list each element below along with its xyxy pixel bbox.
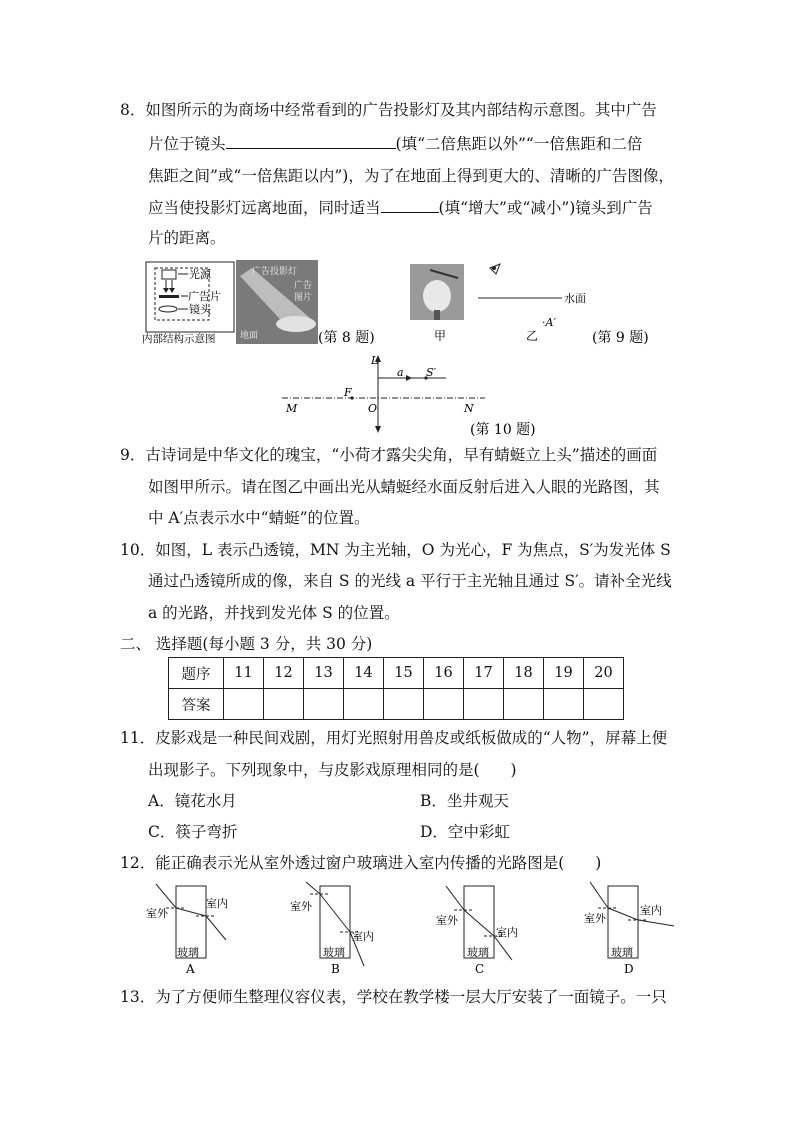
q11-option-b[interactable]: B．坐井观天 — [420, 792, 509, 810]
fig8-caption: (第 8 题) — [318, 330, 375, 346]
table-num-cell: 20 — [584, 658, 624, 689]
q12-b-inside: 室内 — [352, 930, 374, 943]
fig9-point-a: ·A′ — [542, 316, 556, 329]
q12-b-label: B — [331, 962, 340, 976]
q9-line-3: 中 A′点表示水中“蜻蜓”的位置。 — [148, 509, 370, 527]
q8-line-4a: 应当使投影灯远离地面，同时适当 — [148, 199, 381, 217]
answer-cell[interactable] — [264, 689, 304, 720]
q8-line-2a: 片位于镜头 — [148, 135, 226, 153]
q8-line-5: 片的距离。 — [148, 229, 226, 247]
q10-line-2: 通过凸透镜所成的像，来自 S 的光线 a 平行于主光轴且通过 S′。请补全光线 — [148, 572, 672, 590]
section-2-heading: 二、 选择题(每小题 3 分，共 30 分) — [120, 635, 373, 653]
answer-table — [168, 657, 624, 720]
answer-cell[interactable] — [584, 689, 624, 720]
fig8-structure-diagram — [142, 262, 234, 345]
fig9-yi-label: 乙 — [526, 329, 539, 343]
q12-a-outside: 室外 — [146, 907, 168, 920]
fig10-label-S: S′ — [426, 366, 437, 379]
fig9-water-label: 水面 — [564, 292, 586, 305]
q12-d-label: D — [624, 962, 634, 976]
q12-option-d-diagram[interactable] — [584, 882, 674, 976]
q8-answer-blank-1[interactable] — [226, 133, 396, 149]
fig9-jia-photo — [410, 264, 464, 343]
q12-b-glass: 玻璃 — [323, 946, 345, 959]
q11-line-2: 出现影子。下列现象中，与皮影戏原理相同的是( ) — [148, 761, 517, 779]
q9-line-1: 9．古诗词是中华文化的瑰宝，“小荷才露尖尖角，早有蜻蜓立上头”描述的画面 — [120, 446, 658, 464]
fig8-lens-label: 镜头 — [189, 303, 211, 316]
q10-line-3: a 的光路，并找到发光体 S 的位置。 — [148, 604, 400, 622]
q11-option-c[interactable]: C．筷子弯折 — [148, 823, 238, 841]
q12-b-outside: 室外 — [290, 900, 312, 913]
table-num-cell: 19 — [544, 658, 584, 689]
q12-option-c-diagram[interactable] — [436, 886, 518, 976]
fig10-label-O: O — [368, 402, 378, 415]
q12-c-glass: 玻璃 — [467, 946, 489, 959]
q12-c-outside: 室外 — [436, 914, 458, 927]
table-row-numbers — [169, 658, 624, 689]
fig10-label-F: F — [344, 386, 352, 399]
table-num-cell: 15 — [384, 658, 424, 689]
fig9-yi-diagram — [478, 264, 586, 343]
fig8-light-label: 光源 — [189, 268, 211, 281]
q13-line-1: 13．为了方便师生整理仪容仪表，学校在教学楼一层大厅安装了一面镜子。一只 — [120, 988, 667, 1006]
q11-option-a[interactable]: A．镜花水月 — [148, 792, 237, 810]
fig10-label-N: N — [464, 402, 474, 415]
q8-line-4 — [148, 197, 653, 218]
answer-cell[interactable] — [424, 689, 464, 720]
q12-d-glass: 玻璃 — [611, 946, 633, 959]
fig8-inner-caption: 内部结构示意图 — [142, 333, 216, 345]
q8-line-3: 焦距之间”或“一倍焦距以内”)，为了在地面上得到更大的、清晰的广告图像， — [148, 167, 674, 185]
table-num-cell: 12 — [264, 658, 304, 689]
figure-8-9 — [140, 258, 660, 348]
fig8-photo-image: 图片 — [294, 293, 313, 303]
q12-line-1: 12．能正确表示光从室外透过窗户玻璃进入室内传播的光路图是( ) — [120, 854, 602, 872]
q12-c-label: C — [475, 962, 485, 976]
fig8-photo-ad: 广告 — [294, 281, 313, 291]
table-num-cell: 14 — [344, 658, 384, 689]
table-num-cell: 13 — [304, 658, 344, 689]
fig10-label-a: a — [397, 366, 404, 379]
fig9-caption: (第 9 题) — [592, 330, 649, 346]
q10-line-1: 10．如图，L 表示凸透镜，MN 为主光轴，O 为光心，F 为焦点，S′为发光体 S — [120, 541, 671, 559]
q11-line-1: 11．皮影戏是一种民间戏剧，用灯光照射用兽皮或纸板做成的“人物”，屏幕上便 — [120, 729, 668, 747]
fig10-caption: (第 10 题) — [470, 422, 536, 438]
q8-line-2 — [148, 133, 642, 154]
answer-cell[interactable] — [544, 689, 584, 720]
table-row-answers — [169, 689, 624, 720]
fig10-label-M: M — [286, 402, 298, 415]
q11-option-d[interactable]: D．空中彩虹 — [420, 823, 510, 841]
answer-cell[interactable] — [464, 689, 504, 720]
fig8-photo — [236, 260, 318, 344]
q8-answer-blank-2[interactable] — [381, 197, 439, 213]
q9-line-2: 如图甲所示。请在图乙中画出光从蜻蜓经水面反射后进入人眼的光路图，其 — [148, 478, 660, 496]
answer-cell[interactable] — [344, 689, 384, 720]
figure-10 — [280, 352, 560, 442]
table-head-answer: 答案 — [169, 689, 224, 720]
q12-a-glass: 玻璃 — [177, 946, 199, 959]
table-num-cell: 18 — [504, 658, 544, 689]
q12-option-a-diagram[interactable] — [146, 884, 228, 976]
q12-option-b-diagram[interactable] — [290, 882, 374, 976]
q8-line-1: 8．如图所示的为商场中经常看到的广告投影灯及其内部结构示意图。其中广告 — [120, 101, 657, 119]
q12-d-outside: 室外 — [584, 912, 606, 925]
fig8-ad-label: 广告片 — [188, 290, 221, 303]
answer-cell[interactable] — [224, 689, 264, 720]
q12-a-inside: 室内 — [206, 897, 228, 910]
answer-cell[interactable] — [304, 689, 344, 720]
table-num-cell: 16 — [424, 658, 464, 689]
fig8-photo-title: 广告投影灯 — [252, 267, 298, 277]
q8-line-4b: (填“增大”或“减小”)镜头到广告 — [438, 199, 653, 217]
answer-cell[interactable] — [504, 689, 544, 720]
fig8-photo-ground: 地面 — [240, 331, 259, 341]
table-head-number: 题序 — [169, 658, 224, 689]
q12-a-label: A — [186, 962, 195, 976]
table-num-cell: 17 — [464, 658, 504, 689]
fig9-jia-label: 甲 — [434, 329, 447, 343]
q8-line-2b: (填“二倍焦距以外”“一倍焦距和二倍 — [395, 135, 643, 153]
q12-d-inside: 室内 — [640, 904, 662, 917]
fig10-label-L: L — [371, 354, 379, 367]
q12-figures — [140, 880, 685, 980]
answer-cell[interactable] — [384, 689, 424, 720]
q12-c-inside: 室内 — [496, 926, 518, 939]
table-num-cell: 11 — [224, 658, 264, 689]
